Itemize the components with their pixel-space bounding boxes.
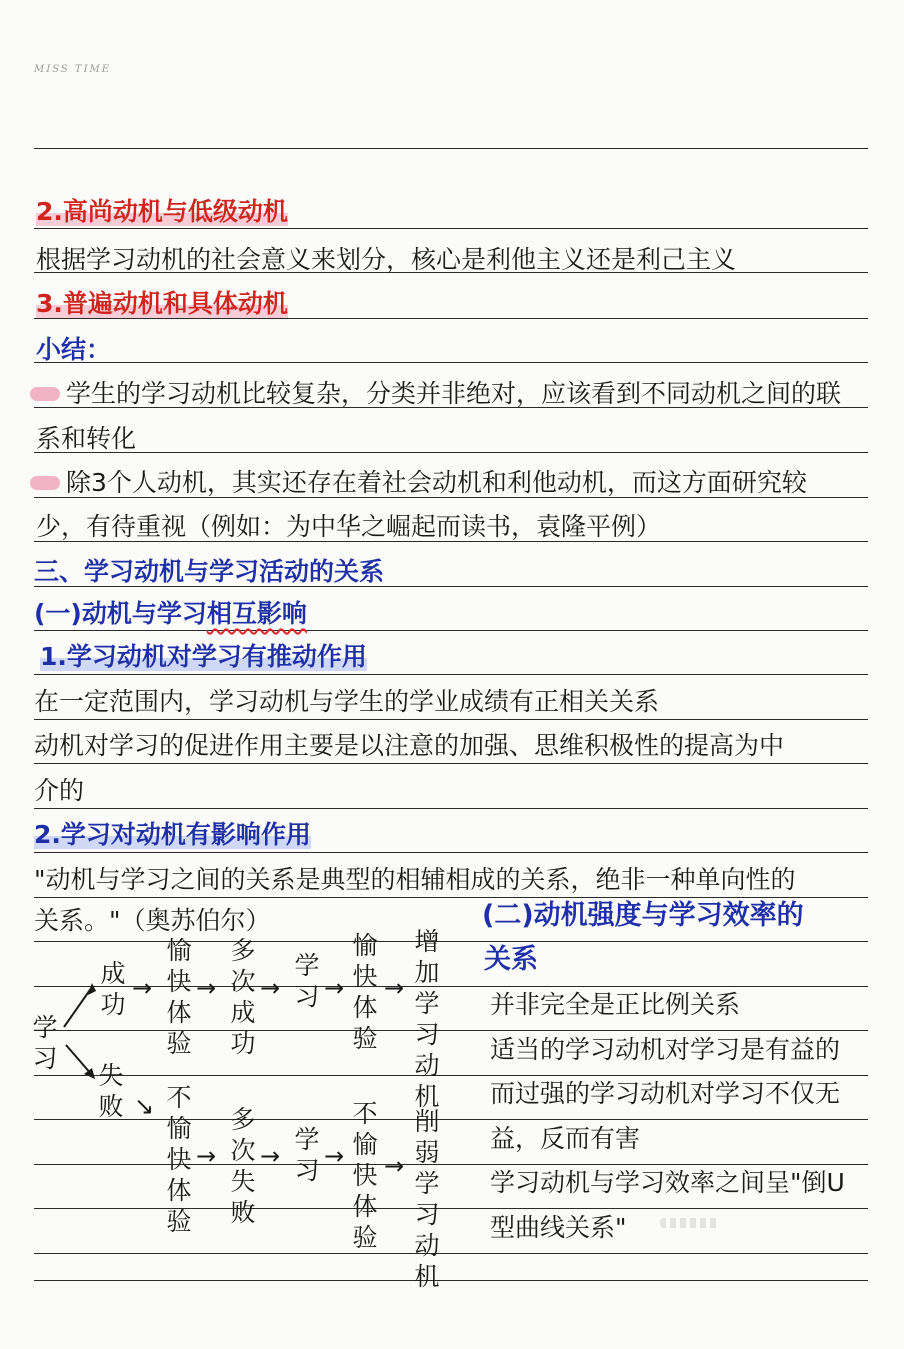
arrow-icon: →: [384, 974, 405, 1002]
diagram-top-3: 学 习: [294, 951, 320, 1011]
rule-line: [34, 1075, 868, 1076]
rule-line: [34, 986, 868, 987]
heading-text: 2.学习对动机有影响作用: [34, 820, 311, 849]
intensity-line-2: 适当的学习动机对学习是有益的: [490, 1035, 841, 1064]
arrow-icon: →: [132, 974, 153, 1002]
rule-line: [34, 852, 868, 853]
faded-watermark: [660, 1218, 720, 1228]
paragraph-positive-correlation: 在一定范围内，学习动机与学生的学业成绩有正相关关系: [34, 687, 660, 716]
rule-line: [34, 362, 868, 363]
heading-text: 3.普遍动机和具体动机: [36, 289, 288, 318]
summary-label: 小结：: [36, 335, 112, 364]
rule-line: [34, 808, 868, 809]
heading-high-low-motive: [36, 196, 288, 228]
heading-motive-drives-learning: [40, 641, 367, 673]
diagram-top-2: 多 次 成 功: [230, 936, 256, 1058]
quote-line-1: "动机与学习之间的关系是典型的相辅相成的关系，绝非一种单向性的: [34, 865, 796, 894]
rule-line: [34, 941, 868, 942]
intensity-line-3: 而过强的学习动机对学习不仅无: [490, 1079, 841, 1108]
rule-line: [34, 630, 868, 631]
paragraph-mediation-line-1: 动机对学习的促进作用主要是以注意的加强、思维积极性的提高为中: [34, 731, 785, 760]
intensity-line-6: 型曲线关系": [490, 1213, 627, 1242]
rule-line: [34, 1164, 868, 1165]
summary-point-2-line-1: 除3个人动机，其实还存在着社会动机和利他动机，而这方面研究较: [66, 468, 807, 497]
rule-line: [34, 719, 868, 720]
subheading-mutual-influence: [34, 598, 307, 630]
diagram-top-1: 愉 快 体 验: [166, 936, 192, 1058]
intensity-line-5: 学习动机与学习效率之间呈"倒U: [490, 1168, 845, 1197]
diagram-top-4: 愉 快 体 验: [352, 931, 378, 1053]
diagram-bottom-2: 多 次 失 败: [230, 1105, 256, 1227]
rule-line: [34, 897, 868, 898]
rule-line: [34, 452, 868, 453]
arrow-icon: →: [260, 974, 281, 1002]
brand-watermark: MISS TIME: [34, 64, 112, 75]
diagram-success: 成 功: [100, 959, 126, 1019]
diagram-bottom-3: 学 习: [294, 1125, 320, 1185]
summary-point-2-line-2: 少，有待重视（例如：为中华之崛起而读书，袁隆平例）: [36, 512, 662, 541]
quote-line-2: 关系。"（奥苏伯尔）: [34, 906, 271, 935]
heading-intensity-efficiency-line-1: (二)动机强度与学习效率的: [482, 900, 804, 931]
intensity-line-1: 并非完全是正比例关系: [490, 990, 741, 1019]
diagram-root-learning: 学 习: [32, 1013, 58, 1073]
rule-line: [34, 1253, 868, 1254]
heading-learning-affects-motive: [34, 819, 311, 851]
arrow-icon: →: [260, 1142, 281, 1170]
diagram-top-5: 增 加 学 习 动 机: [414, 927, 440, 1111]
subheading-prefix: (一)动机与学习: [34, 599, 207, 628]
heading-text: 2.高尚动机与低级动机: [36, 197, 288, 226]
arrow-icon: →: [324, 974, 345, 1002]
bullet-marker: [30, 387, 60, 401]
rule-line: [34, 1030, 868, 1031]
paragraph-mediation-line-2: 介的: [34, 776, 85, 805]
heading-text: 1.学习动机对学习有推动作用: [40, 642, 367, 671]
rule-line: [34, 763, 868, 764]
summary-point-1-line-1: 学生的学习动机比较复杂，分类并非绝对，应该看到不同动机之间的联: [66, 379, 842, 408]
bullet-marker: [30, 476, 60, 490]
rule-line: [34, 228, 868, 229]
rule-line: [34, 1280, 868, 1281]
arrow-icon: →: [384, 1152, 405, 1180]
rule-line: [34, 1119, 868, 1120]
rule-line: [34, 1208, 868, 1209]
rule-line: [34, 148, 868, 149]
diagram-failure: 失 败: [98, 1061, 124, 1121]
heading-intensity-efficiency-line-2: 关系: [484, 944, 538, 975]
diagram-bottom-4: 不 愉 快 体 验: [352, 1099, 378, 1252]
arrow-icon: →: [196, 1142, 217, 1170]
section-title-relationship: 三、学习动机与学习活动的关系: [34, 557, 385, 586]
arrow-icon: →: [324, 1142, 345, 1170]
rule-line: [34, 674, 868, 675]
arrow-icon: →: [196, 974, 217, 1002]
diagram-bottom-5: 削 弱 学 习 动 机: [414, 1107, 440, 1291]
arrow-down-icon: ↘: [134, 1092, 155, 1120]
summary-point-1-line-2: 系和转化: [36, 424, 137, 453]
intensity-line-4: 益，反而有害: [490, 1124, 641, 1153]
paragraph-social-meaning: 根据学习动机的社会意义来划分，核心是利他主义还是利己主义: [36, 245, 737, 274]
heading-general-specific-motive: [36, 288, 288, 320]
emphasis-wavy: 相互影响: [206, 599, 307, 628]
diagram-bottom-1: 不 愉 快 体 验: [166, 1083, 192, 1236]
